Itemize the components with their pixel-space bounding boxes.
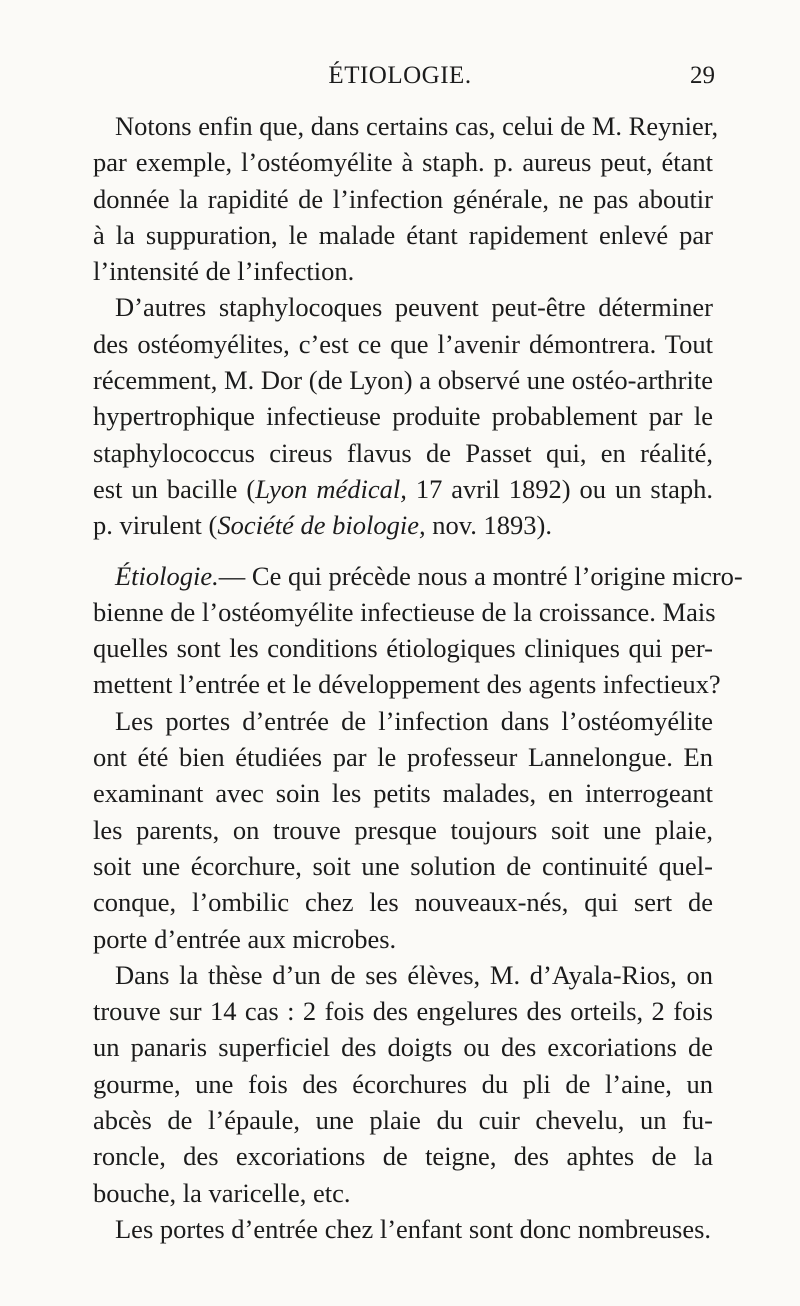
text-line: récemment, M. Dor (de Lyon) a observé une ostéo-arthrite [93,365,713,396]
text-line: staphylococcus cireus flavus de Passet qui, en réalité, [93,437,713,468]
citation-italic: Société de biologie, [217,510,426,541]
section-heading: Étiologie. [115,560,219,591]
text-line: trouve sur 14 cas : 2 fois des engelures des orteils, 2 fois [93,996,713,1027]
text-line: Les portes d’entrée chez l’enfant sont donc nombreuses. [115,1213,712,1244]
text-line: l’intensité de l’infection. [93,256,355,287]
text-line: les parents, on trouve presque toujours soit une plaie, [93,814,713,845]
text-line: Dans la thèse d’un de ses élèves, M. d’Ayala-Rios, on [115,959,713,990]
text-line: Les portes d’entrée de l’infection dans l’ostéomyélite [115,705,713,736]
running-title: ÉTIOLOGIE. [328,62,472,89]
text-line: bouche, la varicelle, etc. [93,1177,351,1208]
text-line: bienne de l’ostéomyélite infectieuse de la croissance. Mais [93,596,716,627]
text-line: gourme, une fois des écorchures du pli de l’aine, un [93,1068,713,1099]
page-number: 29 [690,62,715,89]
text-line: quelles sont les conditions étiologiques cliniques qui per- [93,633,713,664]
text-line: p. virulent (Société de biologie, nov. 1893). [93,510,552,541]
text-line: des ostéomyélites, c’est ce que l’avenir démontrera. Tout [93,328,713,359]
text-line: conque, l’ombilic chez les nouveaux-nés, qui sert de [93,887,713,918]
page-header [0,62,800,96]
text-line: D’autres staphylocoques peuvent peut-être déterminer [115,292,713,323]
text-line: par exemple, l’ostéomyélite à staph. p. aureus peut, étant [93,147,713,178]
text-line: roncle, des excoriations de teigne, des aphtes de la [93,1141,713,1172]
text-line: ont été bien étudiées par le professeur Lannelongue. En [93,742,713,773]
text-line: Notons enfin que, dans certains cas, celui de M. Reynier, [115,111,719,141]
body-text [93,108,743,1247]
text-line: hypertrophique infectieuse produite probablement par le [93,401,713,432]
text-line: soit une écorchure, soit une solution de continuité quel- [93,850,713,881]
text-line: à la suppuration, le malade étant rapidement enlevé par [93,219,713,250]
section-heading-line: Étiologie.— Ce qui précède nous a montré l’origine micro- [115,560,743,591]
text-line: donnée la rapidité de l’infection générale, ne pas aboutir [93,183,713,214]
text-line: porte d’entrée aux microbes. [93,923,397,954]
text-line: abcès de l’épaule, une plaie du cuir chevelu, un fu- [93,1105,713,1136]
text-line: examinant avec soin les petits malades, en interrogeant [93,778,713,809]
text-line: est un bacille (Lyon médical, 17 avril 1892) ou un staph. [93,473,713,504]
citation-italic: Lyon médical, [255,473,407,504]
text-line: un panaris superficiel des doigts ou des excoriations de [93,1032,713,1063]
text-line: mettent l’entrée et le développement des agents infectieux? [93,669,721,700]
